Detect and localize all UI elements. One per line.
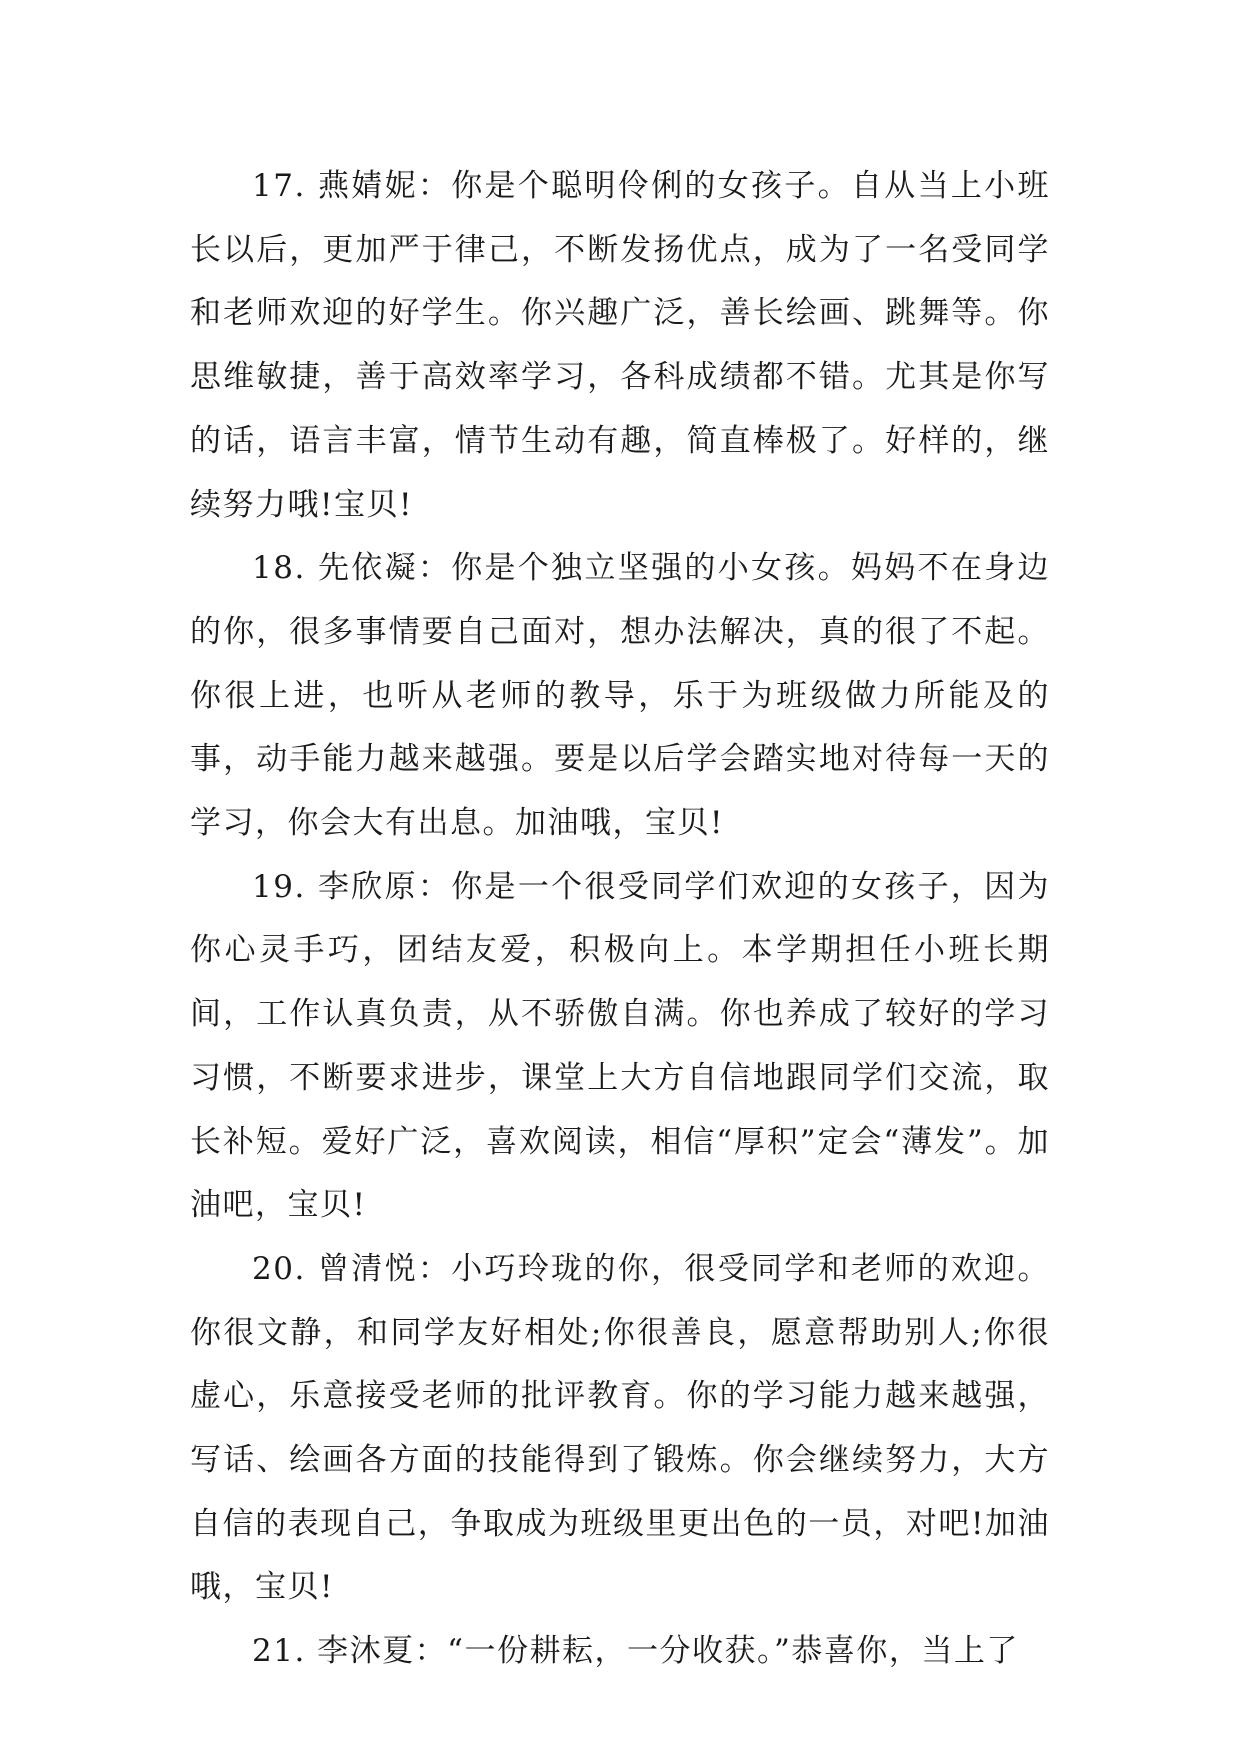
comment-paragraph-19: 19. 李欣原：你是一个很受同学们欢迎的女孩子，因为你心灵手巧，团结友爱，积极向上。本学期担任小班长期间，工作认真负责，从不骄傲自满。你也养成了较好的学习习惯，不断要求进步，课堂上大方自信地跟同学们交流，取长补短。爱好广泛，喜欢阅读，相信“厚积”定会“薄发”。加油吧，宝贝! <box>190 868 1050 1224</box>
comment-paragraph-18: 18. 先依凝：你是个独立坚强的小女孩。妈妈不在身边的你，很多事情要自己面对，想办法解决，真的很了不起。你很上进，也听从老师的教导，乐于为班级做力所能及的事，动手能力越来越强。要是以后学会踏实地对待每一天的学习，你会大有出息。加油哦，宝贝! <box>190 550 1050 842</box>
comment-paragraph-21: 21. 李沐夏：“一份耕耘，一分收获。”恭喜你，当上了 <box>252 1633 1019 1670</box>
comment-paragraph-20: 20. 曾清悦：小巧玲珑的你，很受同学和老师的欢迎。你很文静，和同学友好相处;你很善良，愿意帮助别人;你很虚心，乐意接受老师的批评教育。你的学习能力越来越强，写话、绘画各方面的技能得到了锻炼。你会继续努力，大方自信的表现自己，争取成为班级里更出色的一员，对吧!加油哦，宝贝! <box>190 1250 1050 1606</box>
document-body <box>190 155 1050 1684</box>
comment-paragraph-17: 17. 燕婧妮：你是个聪明伶俐的女孩子。自从当上小班长以后，更加严于律己，不断发扬优点，成为了一名受同学和老师欢迎的好学生。你兴趣广泛，善长绘画、跳舞等。你思维敏捷，善于高效率学习，各科成绩都不错。尤其是你写的话，语言丰富，情节生动有趣，简直棒极了。好样的，继续努力哦!宝贝! <box>190 168 1050 523</box>
